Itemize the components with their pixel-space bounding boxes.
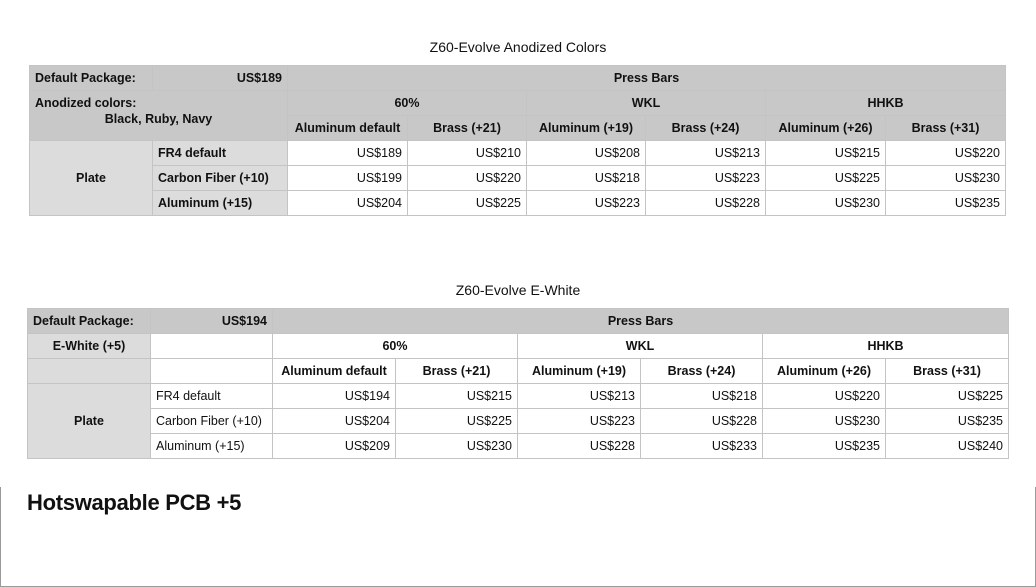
empty-cell — [151, 334, 273, 359]
price-cell: US$220 — [408, 166, 527, 191]
column-header: Brass (+31) — [886, 359, 1009, 384]
hotswap-heading: Hotswapable PCB +5 — [27, 490, 242, 515]
column-header: Aluminum (+19) — [527, 116, 646, 141]
empty-cell — [151, 359, 273, 384]
column-header: Brass (+21) — [408, 116, 527, 141]
price-cell: US$218 — [641, 384, 763, 409]
default-package-price: US$194 — [151, 309, 273, 334]
plate-option-label: FR4 default — [151, 384, 273, 409]
table-row — [30, 141, 1006, 166]
default-package-price: US$189 — [153, 66, 288, 91]
group-header-hhkb: HHKB — [766, 91, 1006, 116]
price-cell: US$228 — [641, 409, 763, 434]
price-cell: US$213 — [646, 141, 766, 166]
table-row — [28, 434, 1009, 459]
group-header-60: 60% — [273, 334, 518, 359]
price-cell: US$208 — [527, 141, 646, 166]
plate-option-label: Aluminum (+15) — [153, 191, 288, 216]
price-cell: US$194 — [273, 384, 396, 409]
price-cell: US$225 — [408, 191, 527, 216]
price-cell: US$210 — [408, 141, 527, 166]
anodized-table-title: Z60-Evolve Anodized Colors — [429, 39, 607, 55]
price-cell: US$235 — [763, 434, 886, 459]
price-cell: US$189 — [288, 141, 408, 166]
plate-option-label: FR4 default — [153, 141, 288, 166]
column-header: Brass (+31) — [886, 116, 1006, 141]
price-cell: US$215 — [396, 384, 518, 409]
default-package-label: Default Package: — [28, 309, 151, 334]
price-cell: US$233 — [641, 434, 763, 459]
anodized-price-table — [29, 65, 1006, 216]
hotswap-section — [0, 487, 1036, 587]
column-header: Aluminum (+19) — [518, 359, 641, 384]
ewhite-label: E-White (+5) — [28, 334, 151, 359]
column-header: Brass (+21) — [396, 359, 518, 384]
press-bars-header: Press Bars — [288, 66, 1006, 91]
price-cell: US$230 — [886, 166, 1006, 191]
price-cell: US$230 — [396, 434, 518, 459]
price-cell: US$223 — [518, 409, 641, 434]
group-header-wkl: WKL — [518, 334, 763, 359]
anodized-colors-value: Black, Ruby, Navy — [104, 112, 213, 126]
column-header: Aluminum default — [273, 359, 396, 384]
empty-cell — [28, 359, 151, 384]
table-row — [30, 191, 1006, 216]
group-header-hhkb: HHKB — [763, 334, 1009, 359]
table-row — [28, 409, 1009, 434]
plate-option-label: Aluminum (+15) — [151, 434, 273, 459]
column-header: Brass (+24) — [646, 116, 766, 141]
anodized-colors-cell — [30, 91, 288, 141]
price-cell: US$204 — [288, 191, 408, 216]
price-cell: US$235 — [886, 191, 1006, 216]
ewhite-table-title: Z60-Evolve E-White — [455, 282, 581, 298]
price-cell: US$204 — [273, 409, 396, 434]
price-cell: US$230 — [763, 409, 886, 434]
group-header-60: 60% — [288, 91, 527, 116]
price-cell: US$225 — [396, 409, 518, 434]
default-package-label: Default Package: — [30, 66, 153, 91]
price-cell: US$218 — [527, 166, 646, 191]
plate-option-label: Carbon Fiber (+10) — [151, 409, 273, 434]
price-cell: US$223 — [527, 191, 646, 216]
table-row — [28, 384, 1009, 409]
price-cell: US$220 — [763, 384, 886, 409]
price-cell: US$213 — [518, 384, 641, 409]
price-cell: US$220 — [886, 141, 1006, 166]
plate-label: Plate — [30, 141, 153, 216]
plate-label: Plate — [28, 384, 151, 459]
plate-option-label: Carbon Fiber (+10) — [153, 166, 288, 191]
ewhite-price-table — [27, 308, 1009, 459]
column-header: Brass (+24) — [641, 359, 763, 384]
price-cell: US$228 — [518, 434, 641, 459]
price-cell: US$209 — [273, 434, 396, 459]
price-cell: US$223 — [646, 166, 766, 191]
column-header: Aluminum (+26) — [766, 116, 886, 141]
price-cell: US$225 — [766, 166, 886, 191]
price-cell: US$228 — [646, 191, 766, 216]
column-header: Aluminum (+26) — [763, 359, 886, 384]
price-cell: US$235 — [886, 409, 1009, 434]
price-cell: US$230 — [766, 191, 886, 216]
group-header-wkl: WKL — [527, 91, 766, 116]
price-cell: US$240 — [886, 434, 1009, 459]
price-cell: US$215 — [766, 141, 886, 166]
column-header: Aluminum default — [288, 116, 408, 141]
table-row — [30, 166, 1006, 191]
anodized-colors-label: Anodized colors: — [35, 96, 137, 110]
price-cell: US$225 — [886, 384, 1009, 409]
price-cell: US$199 — [288, 166, 408, 191]
press-bars-header: Press Bars — [273, 309, 1009, 334]
